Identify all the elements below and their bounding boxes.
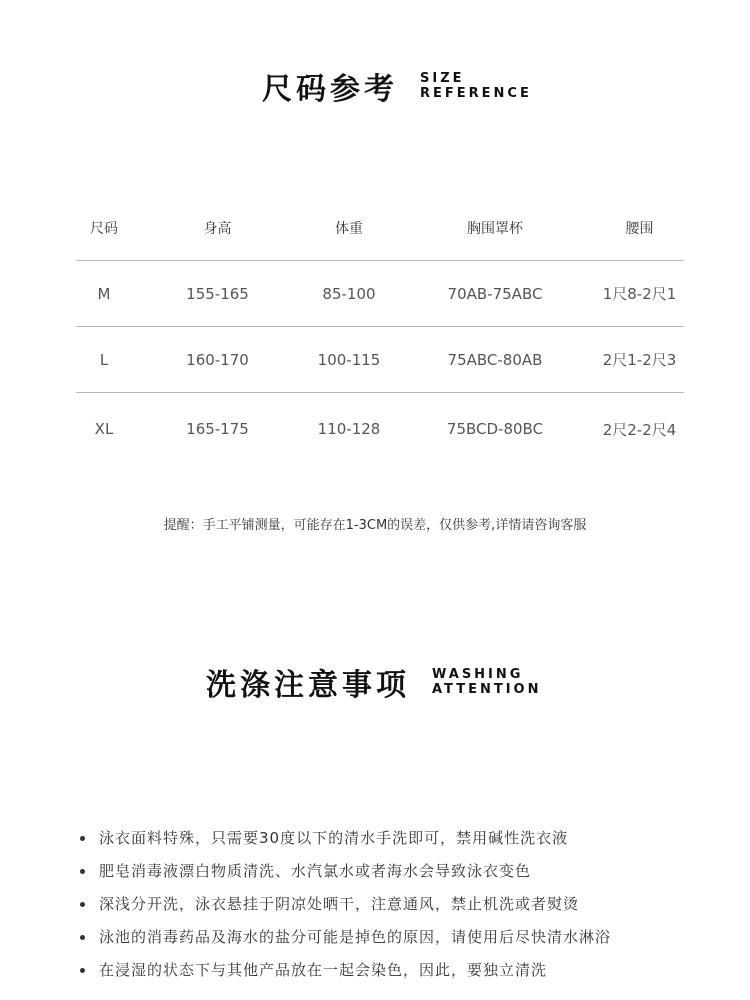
cell-waist: 2尺2-2尺4 [602,420,677,439]
header-weight: 体重 [303,196,395,261]
header-height: 身高 [132,196,303,261]
wash-title-en [432,667,541,697]
list-item [80,855,611,888]
list-item-text: 在浸湿的状态下与其他产品放在一起会染色，因此，要独立清洗 [99,961,548,979]
list-item-text: 泳池的消毒药品及海水的盐分可能是掉色的原因，请使用后尽快清水淋浴 [99,928,612,946]
size-table-header-row [76,196,684,261]
cell-weight: 85-100 [303,261,395,327]
list-item-text: 深浅分开洗，泳衣悬挂于阴凉处晒干，注意通风，禁止机洗或者熨烫 [99,895,580,913]
header-size: 尺码 [76,196,132,261]
size-title-en-line2: REFERENCE [420,86,532,101]
wash-title-en-line2: ATTENTION [432,682,542,697]
measurement-note: 提醒：手工平铺测量，可能存在1-3CM的误差，仅供参考,详情请咨询客服 [163,518,587,533]
bullet-icon [80,935,85,940]
size-title-cn: 尺码参考 [262,72,398,107]
header-bust-cup: 胸围罩杯 [395,196,595,261]
cell-bust-cup: 75BCD-80BC [446,420,544,438]
list-item [80,822,611,855]
wash-title-en-line1: WASHING [432,667,524,682]
list-item [80,888,611,921]
list-item [80,954,611,987]
table-row [76,261,684,327]
size-reference-heading [262,64,532,108]
size-title-en-line1: SIZE [420,71,465,86]
washing-instructions-list [80,822,611,987]
washing-attention-heading [206,660,541,704]
cell-height: 155-165 [132,261,303,327]
cell-size: M [76,261,132,327]
wash-title-cn: 洗涤注意事项 [206,668,410,703]
size-table [76,196,684,465]
table-row [76,327,684,393]
table-row [76,393,684,466]
cell-size: XL [94,420,114,438]
cell-weight: 100-115 [303,327,395,393]
bullet-icon [80,968,85,973]
cell-height: 160-170 [132,327,303,393]
list-item [80,921,611,954]
cell-height: 165-175 [186,420,249,438]
cell-size: L [76,327,132,393]
list-item-text: 泳衣面料特殊，只需要30度以下的清水手洗即可，禁用碱性洗衣液 [99,829,569,847]
bullet-icon [80,836,85,841]
bullet-icon [80,902,85,907]
cell-bust-cup: 70AB-75ABC [395,261,595,327]
size-title-en [420,71,532,101]
cell-waist: 2尺1-2尺3 [595,327,684,393]
cell-bust-cup: 75ABC-80AB [395,327,595,393]
cell-waist: 1尺8-2尺1 [595,261,684,327]
list-item-text: 肥皂消毒液漂白物质清洗、水汽氯水或者海水会导致泳衣变色 [99,862,532,880]
bullet-icon [80,869,85,874]
header-waist: 腰围 [595,196,684,261]
cell-weight: 110-128 [317,420,381,438]
